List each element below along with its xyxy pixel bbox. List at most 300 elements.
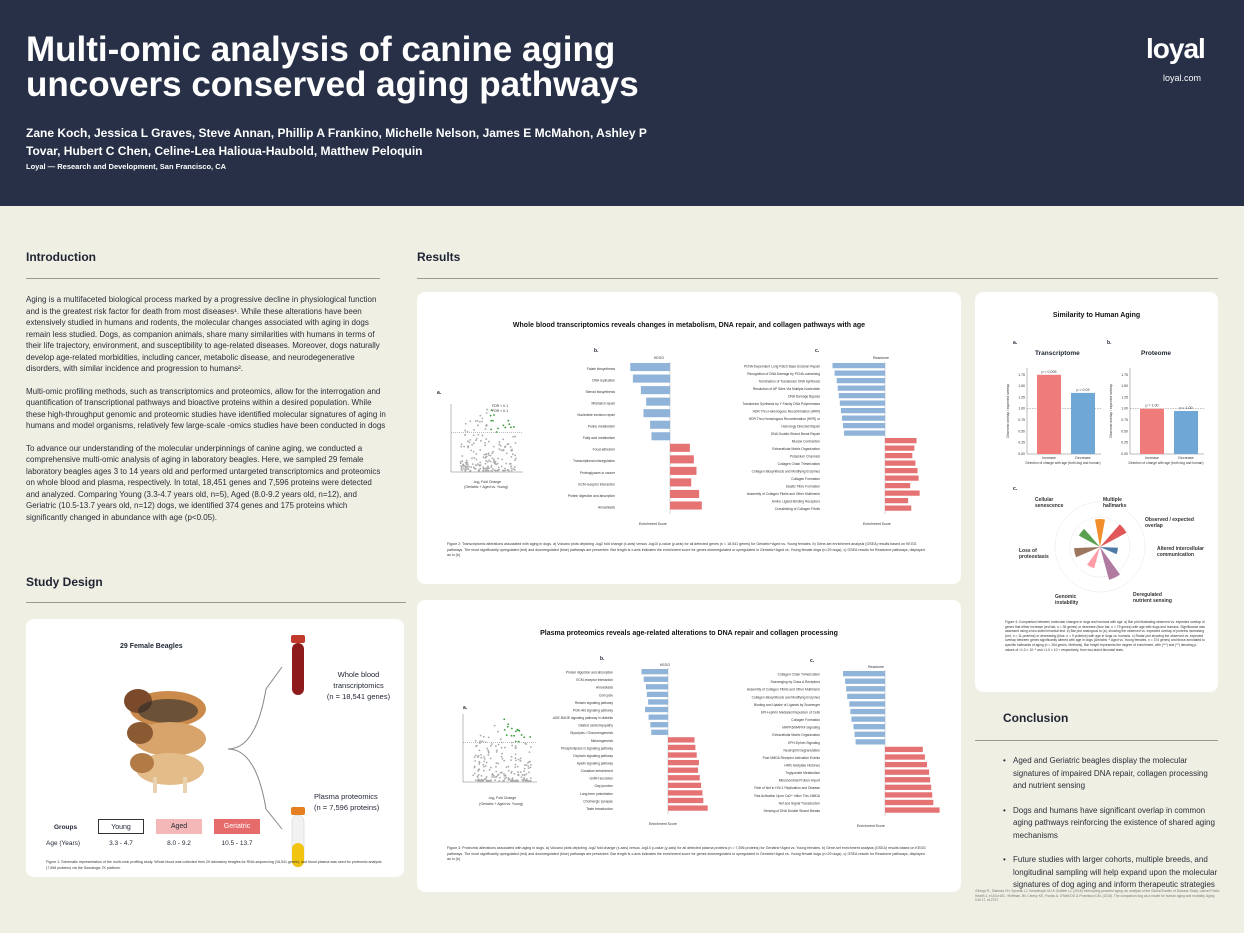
pathway-label: Muscle Contraction [791,439,820,444]
overlap-bar [1174,411,1198,454]
volcano-point [513,426,515,428]
volcano-point [463,465,465,467]
enrichment-bar [885,506,911,511]
conclusion-item: • Aged and Geriatric beagles display the molecular signatures of impaired DNA repair, collagen processing and nutrient sensing [1003,755,1218,793]
volcano-point [511,467,513,469]
volcano-point [501,747,503,749]
group-young: Young [98,819,144,834]
volcano-point [518,775,520,777]
volcano-point [478,761,480,763]
figure2-title: Whole blood transcriptomics reveals changes in metabolism, DNA repair, and collagen pathways with age [512,322,866,329]
age-range-young: 3.3 - 4.7 [109,840,133,847]
enrichment-bar [838,386,885,391]
volcano-point [493,414,495,416]
enrichment-bar [885,461,915,466]
results-heading: Results [417,250,461,264]
volcano-point [479,462,481,464]
volcano-point [508,766,510,768]
volcano-point [477,463,479,465]
volcano-point [475,740,477,742]
radar-label: Multiple hallmarks [1103,497,1127,509]
volcano-point [500,738,502,740]
volcano-point [486,748,488,750]
volcano-point [527,765,529,767]
volcano-point [475,420,477,422]
volcano-point [510,465,512,467]
volcano-point [472,774,474,776]
enrichment-bar [644,677,668,682]
volcano-point [483,761,485,763]
volcano-point [496,751,498,753]
volcano-point [517,766,519,768]
x-tick-label: Decrease [1075,456,1091,460]
volcano-point [515,760,517,762]
p-value-label: p = 0.03 [1076,387,1090,392]
volcano-point [473,451,475,453]
volcano-point [464,434,466,436]
volcano-point [482,779,484,781]
pathway-label: Crosslinking of Collagen Fibrils [774,507,820,511]
x-tick-label: Decrease [1178,456,1194,460]
volcano-point [522,779,524,781]
volcano-point [484,445,486,447]
volcano-point [498,443,500,445]
volcano-point [489,769,491,771]
volcano-point [518,759,520,761]
enrichment-bar [651,432,670,440]
volcano-point [464,469,466,471]
volcano-point [470,449,472,451]
volcano-point [530,780,532,782]
pathway-label: Amoebiasis [597,505,615,510]
volcano-point [495,461,497,463]
volcano-point [469,470,471,472]
volcano-subtitle: (Geriatric + Aged vs. Young) [464,485,508,489]
volcano-point [511,771,513,773]
volcano-point [521,776,523,778]
intro-paragraph: Multi-omic profiling methods, such as transcriptomics and proteomics, allow for the interrogation and quantification of transcriptional pathways and bioactive proteins within a desired population. While these high-throughput genomic and proteomic studies have identified molecular signatures of aging in humans and model organisms, relatively few large-scale -omics studies have been conducted in dogs [26,386,386,430]
reactome-xlabel: Enrichment Score [863,522,891,526]
pathway-label: Assembly of Collagen Fibrils and Other Multimeric [746,687,820,692]
volcano-point [473,429,475,431]
volcano-legend: FDR < 0.1 [492,404,509,408]
pathway-label: HATs Acetylate Histones [784,763,820,768]
volcano-point [512,436,514,438]
volcano-point [467,447,469,449]
volcano-point [515,754,517,756]
volcano-point [490,415,492,417]
pathway-label: Post NMDA Receptor Activation Events [762,755,820,760]
volcano-point [498,448,500,450]
radar-wedge [1095,519,1105,547]
enrichment-bar [670,478,691,486]
volcano-point [486,425,488,427]
volcano-point [480,779,482,781]
pathway-label: Role of Nef in HIV-1 Replication and Disease [754,786,820,791]
volcano-point [504,467,506,469]
volcano-point [474,772,476,774]
volcano-point [493,459,495,461]
pathway-label: Melanogenesis [590,738,613,743]
intro-paragraph: Aging is a multifaceted biological process marked by a progressive decline in physiological function and is the greatest risk factor for death from most diseases¹. While these alterations have been extensively studied in humans and rodents, the molecular changes associated with aging in dogs remain less studied. Dogs, as companion animals, share many similarities with humans in terms of their life trajectory, environment, and susceptibility to age-related diseases. Moreover, dogs naturally develop age-related morbidities, including cancer, metabolic disease, and neurodegenerative disorders, with similar incidence and progression to humans². [26,295,380,373]
poster-title: Multi-omic analysis of canine aging uncovers conserved aging pathways [26,30,639,104]
pathway-label: DNA Double-Strand Break Repair [770,432,820,436]
radar-label: Genomic instability [1055,594,1079,606]
pathway-label: Binding and Uptake of Ligands by Scavenger [754,702,820,707]
pathway-label: Proteoglycans in cancer [579,470,615,475]
volcano-point [501,756,503,758]
pathway-label: ECM-receptor interaction [576,678,613,683]
volcano-point [521,734,523,736]
y-tick-label: 0.00 [1018,452,1025,456]
enrichment-bar [885,800,933,805]
pathway-label: Elastic Fibre Formation [786,484,820,489]
volcano-point [504,778,506,780]
overlap-bar [1037,375,1061,454]
volcano-point [495,766,497,768]
transcriptome-title: Transcriptome [1035,350,1080,357]
enrichment-bar [670,490,699,498]
intro-paragraph: To advance our understanding of the molecular underpinnings of canine aging, we conducted a comprehensive multi-omic analysis of aging in laboratory beagles. Here, we sampled 29 female laboratory beagles ages 3 to 14 years old and performed untargeted transcriptomics and proteomics on whole blood and plasma, respectively. In total, 18,451 genes and 7,596 proteins were detected and analyzed. Comparing Young (3.3-4.7 years old, n=5), Aged (8.0-9.2 years old, n=12), and Geriatric (10.5-13.7 years old, n=12) dogs, we identified 374 genes and 175 proteins which significantly changed in abundance with age (p<0.05). [26,443,381,522]
volcano-point [508,423,510,425]
volcano-point [502,424,504,426]
volcano-point [505,463,507,465]
volcano-point [477,755,479,757]
y-tick-label: 1.50 [1121,384,1128,389]
volcano-point [485,463,487,465]
group-geriatric: Geriatric [214,819,260,834]
pathway-label: Amine Ligand-Binding Receptors [771,499,820,504]
conclusion-item: • Dogs and humans have significant overlap in common aging pathways reinforcing the existence of shared aging mechanisms [1003,805,1218,843]
references: ¹Dhingr R., Slaboda VH, Syrostik LJ, Kesselsoph MJ & Gottlieb LJ. (2016) Interrupting peaceful aging: an analysis of the Global Burden of Disease Study. Lancet Public Health 1, e143-e151. ²Hoffman JM, Creevy KE, Franks A, O'Neill DG & Promislow DEL (2018). The companion dog as a model for human aging and mortality. Aging Cell 17, e12737. [975,889,1220,902]
volcano-point [492,457,494,459]
volcano-point [511,756,513,758]
volcano-point [461,468,463,470]
volcano-point [491,743,493,745]
volcano-point [503,718,505,720]
pathway-label: AGE-RAGE signaling pathway in diabetic [552,716,613,721]
volcano-point [511,735,513,737]
cohort-title: 29 Female Beagles [120,643,183,650]
volcano-point [508,443,510,445]
transcriptomics-count: (n = 18,541 genes) [326,692,391,701]
introduction-text [26,294,386,534]
volcano-subtitle: (Geriatric + Aged vs. Young) [479,802,523,806]
volcano-point [483,766,485,768]
volcano-point [511,742,513,744]
panel-c-label: c. [815,348,820,354]
y-tick-label: 1.50 [1018,384,1025,389]
pathway-label: Translesion Synthesis by Y Family DNA Polymerases [742,402,820,406]
volcano-point [495,463,497,465]
enrichment-bar [668,752,697,757]
study-design-card [26,619,404,877]
y-tick-label: 0.75 [1018,418,1025,423]
enrichment-bar [668,768,698,773]
enrichment-bar [837,378,885,383]
volcano-point [512,468,514,470]
y-tick-label: 1.00 [1018,406,1025,411]
y-tick-label: 1.75 [1018,372,1025,377]
volcano-point [511,449,513,451]
pathway-label: Mitochondrial Protein Import [778,778,820,783]
volcano-point [483,756,485,758]
enrichment-bar [668,737,695,742]
enrichment-bar [885,446,914,451]
enrichment-bar [843,671,885,676]
volcano-point [494,469,496,471]
enrichment-bar [833,363,886,368]
volcano-point [475,439,477,441]
volcano-point [488,470,490,472]
radar-wedge [1079,529,1100,547]
pathway-label: DNA Damage Bypass [788,394,820,399]
pathway-label: Steroid biosynthesis [585,390,615,394]
volcano-point [475,465,477,467]
p-value-label: p = 1.00 [1179,406,1193,410]
volcano-point [511,745,513,747]
volcano-point [492,468,494,470]
pathway-label: Nef and Signal Transduction [778,801,820,806]
figure3-card [417,600,961,892]
radar-label: Cellular senescence [1035,497,1064,509]
y-tick-label: 0.25 [1018,440,1025,445]
pathway-label: EPH-Ephrin Signaling [788,740,820,745]
volcano-point [469,420,471,422]
volcano-point [505,777,507,779]
volcano-point [485,778,487,780]
volcano-point [510,759,512,761]
volcano-point [476,438,478,440]
kegg-title: KEGG [654,356,665,360]
transcriptome-overlap-chart [1005,360,1105,470]
volcano-point [510,456,512,458]
volcano-point [460,462,462,464]
pathway-label: Long-term potentiation [580,791,613,796]
volcano-point [487,461,489,463]
volcano-point [490,466,492,468]
volcano-point [486,412,488,414]
enrichment-bar [840,401,885,406]
enrichment-bar [630,363,670,371]
volcano-plot-proteome [451,712,541,792]
proteomics-label [314,791,404,813]
volcano-point [498,744,500,746]
enrichment-bar [885,807,940,812]
enrichment-bar [885,747,923,752]
volcano-point [530,766,532,768]
y-tick-label: 0.50 [1018,429,1025,434]
volcano-point [478,774,480,776]
volcano-point [503,760,505,762]
pathway-label: Dilated cardiomyopathy [578,723,613,728]
enrichment-bar [650,421,670,429]
pathway-label: Collagen Formation [791,718,820,723]
pathway-label: ECM-receptor interaction [578,482,615,487]
volcano-point [523,778,525,780]
enrichment-bar [644,409,671,417]
enrichment-bar [646,684,668,689]
volcano-point [503,773,505,775]
x-axis-label: Direction of change with age (both dog and human) [1128,461,1204,465]
radar-label: Altered intercellular communication [1157,546,1204,558]
volcano-point [497,763,499,765]
volcano-point [490,428,492,430]
volcano-point [506,734,508,736]
pathway-label: Fatty acid metabolism [582,436,615,441]
overlap-bar [1071,393,1095,454]
enrichment-bar [668,760,699,765]
volcano-point [474,760,476,762]
volcano-point [494,725,496,727]
author-list: Zane Koch, Jessica L Graves, Steve Annan, Phillip A Frankino, Michelle Nelson, James E McMahon, Ashley P Tovar, Hubert C Chen, Celine-Lea Halioua-Haubold, Matthew Peloquin [26,126,647,158]
enrichment-bar [835,371,885,376]
volcano-point [493,446,495,448]
volcano-point [507,420,509,422]
enrichment-bar [849,701,885,706]
pathway-label: Gap junction [594,784,613,789]
enrichment-bar [642,669,669,674]
enrichment-bar [842,416,885,421]
pathway-label: Focal adhesion [592,447,615,452]
panel-a-label: a. [437,390,442,396]
panel-c-label: c. [1013,486,1018,492]
figure2-card [417,292,961,584]
volcano-point [484,442,486,444]
volcano-point [488,441,490,443]
enrichment-bar [646,398,670,406]
reactome-title: Reactome [868,665,884,669]
volcano-point [498,467,500,469]
volcano-point [483,736,485,738]
volcano-point [507,723,509,725]
proteome-title: Proteome [1141,350,1171,357]
volcano-point [525,780,527,782]
enrichment-bar [670,444,690,452]
volcano-point [480,440,482,442]
pathway-label: Collagen Chain Trimerization [777,672,820,677]
pathway-label: Protein digestion and absorption [565,670,613,675]
volcano-point [479,415,481,417]
panel-a-label: a. [463,705,468,711]
volcano-point [486,455,488,457]
volcano-point [502,758,504,760]
volcano-point [471,457,473,459]
y-tick-label: 0.75 [1121,418,1128,423]
volcano-point [467,431,469,433]
enrichment-bar [885,438,917,443]
age-range-geriatric: 10.5 - 13.7 [221,840,253,847]
panel-b-label: b. [594,348,599,354]
enrichment-bar [841,408,885,413]
poster-header [0,0,1244,206]
volcano-point [527,780,529,782]
volcano-point [475,755,477,757]
volcano-point [477,420,479,422]
volcano-point [506,766,508,768]
volcano-point [518,730,520,732]
volcano-point [488,459,490,461]
volcano-point [486,776,488,778]
volcano-point [488,780,490,782]
volcano-point [468,441,470,443]
volcano-point [504,774,506,776]
volcano-point [479,449,481,451]
volcano-point [474,756,476,758]
volcano-point [473,434,475,436]
volcano-point [508,777,510,779]
volcano-point [474,468,476,470]
volcano-point [528,771,530,773]
volcano-point [530,764,532,766]
pathway-label: Assembly of Collagen Fibrils and Other Multimeric [746,492,820,496]
enrichment-bar [885,468,918,473]
volcano-point [478,769,480,771]
volcano-point [502,438,504,440]
volcano-point [496,749,498,751]
radar-wedge [1100,524,1126,547]
enrichment-bar [885,777,930,782]
volcano-point [501,742,503,744]
volcano-point [485,741,487,743]
volcano-point [520,760,522,762]
volcano-point [479,465,481,467]
volcano-point [514,764,516,766]
panel-b-label: b. [600,656,605,662]
volcano-point [515,745,517,747]
enrichment-bar [670,467,697,475]
volcano-point [492,451,494,453]
enrichment-bar [670,501,702,509]
volcano-point [520,757,522,759]
divider [26,602,406,603]
enrichment-bar [651,730,668,735]
volcano-point [498,780,500,782]
enrichment-bar [650,722,668,727]
volcano-point [481,417,483,419]
enrichment-bar [846,686,885,691]
volcano-point [493,776,495,778]
volcano-point [508,470,510,472]
volcano-point [514,436,516,438]
volcano-point [529,736,531,738]
volcano-point [501,772,503,774]
enrichment-bar [885,483,910,488]
volcano-point [490,461,492,463]
volcano-point [465,462,467,464]
volcano-point [490,420,492,422]
volcano-legend: FDR < 0.1 [492,409,509,413]
volcano-point [515,747,517,749]
volcano-point [525,764,527,766]
enrichment-bar [647,692,668,697]
volcano-point [488,751,490,753]
volcano-point [485,460,487,462]
volcano-point [481,435,483,437]
pathway-label: Taste transduction [586,806,613,811]
volcano-point [487,465,489,467]
kegg-xlabel: Enrichment Score [639,522,667,526]
figure2-caption: Figure 2: Transcriptomic alterations associated with aging in dogs. a) Volcano plots depicting -log2 fold change (x-axis) versus -log10 p-value (y-axis) for all detected genes (n = 18,541 genes) for Geriatric+Aged vs. Young females. b) Gene-set enrichment analysis (GSEA) results based on KEGG pathways. The most significantly upregulated (red) and downregulated (blue) pathways are presented. Bar length is x-axis indicates the enrichment score for genes downregulated or upregulated in Geriatric+Aged vs. Young female dogs (n=29 dogs). c) GSEA results for Reactome pathways, displayed as in (b). [447,542,925,557]
volcano-point [475,453,477,455]
pathway-label: EPH-ephrin Mediated Repulsion of Cells [760,710,820,715]
volcano-point [511,728,513,730]
enrichment-bar [885,792,932,797]
volcano-point [514,466,516,468]
kegg-xlabel: Enrichment Score [649,822,677,826]
volcano-point [515,779,517,781]
volcano-point [490,470,492,472]
